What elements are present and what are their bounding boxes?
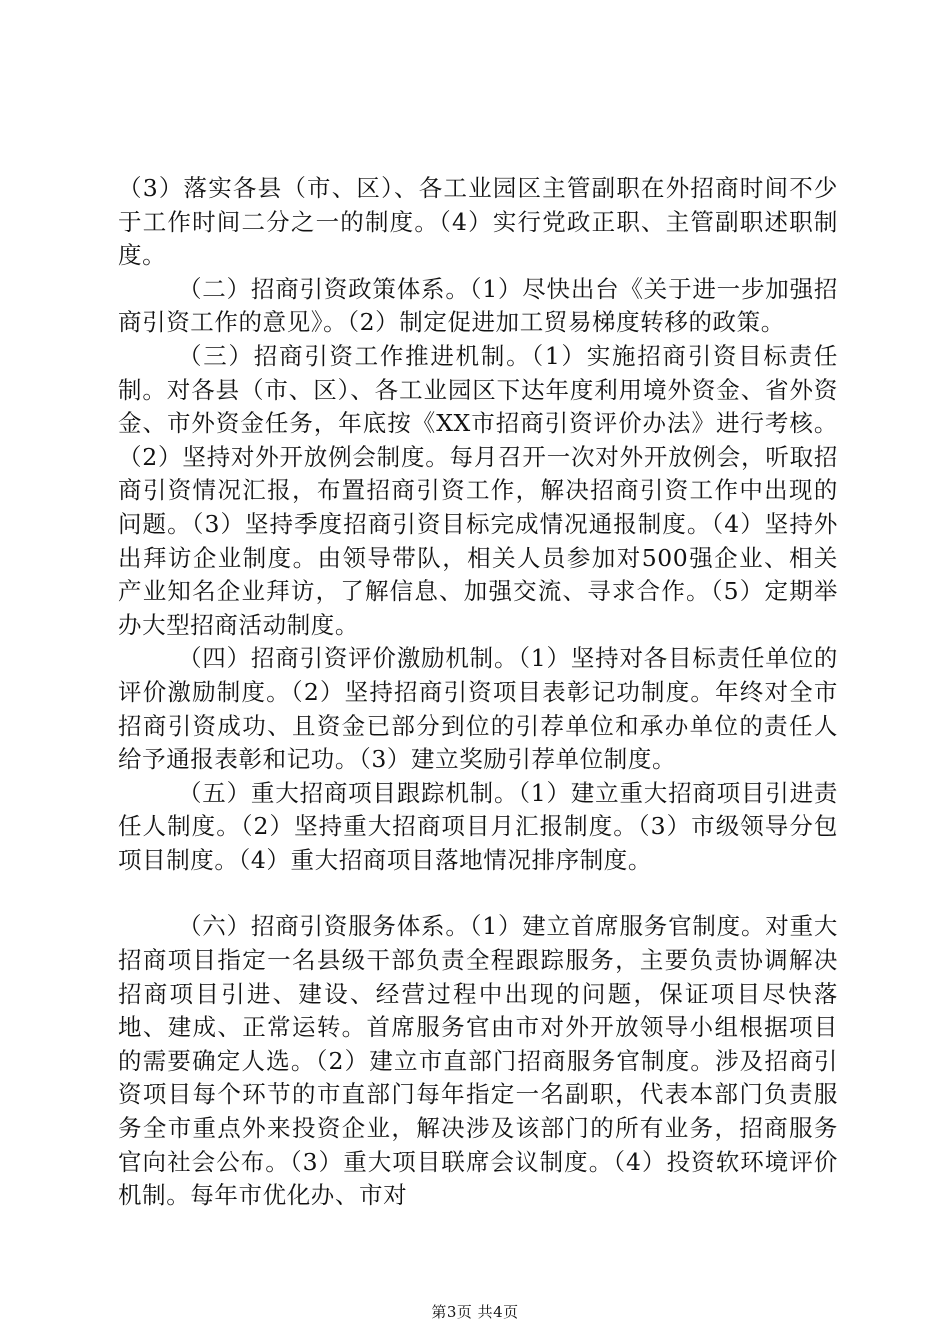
paragraph-project-tracking: （五）重大招商项目跟踪机制。（1）建立重大招商项目引进责任人制度。（2）坚持重大招商项目月汇报制度。（3）市级领导分包项目制度。（4）重大招商项目落地情况排序制度。 (118, 778, 838, 874)
page-number-footer: 第3页 共4页 (431, 1303, 519, 1321)
paragraph-incentive-mechanism: （四）招商引资评价激励机制。（1）坚持对各目标责任单位的评价激励制度。（2）坚持招商引资项目表彰记功制度。年终对全市招商引资成功、且资金已部分到位的引荐单位和承办单位的责任人给予通报表彰和记功。（3）建立奖励引荐单位制度。 (118, 644, 838, 774)
paragraph-work-mechanism: （三）招商引资工作推进机制。（1）实施招商引资目标责任制。对各县（市、区）、各工业园区下达年度利用境外资金、省外资金、市外资金任务，年底按《XX市招商引资评价办法》进行考核。（2）坚持对外开放例会制度。每月召开一次对外开放例会，听取招商引资情况汇报，布置招商引资工作，解决招商引资工作中出现的问题。（3）坚持季度招商引资目标完成情况通报制度。（4）坚持外出拜访企业制度。由领导带队，相关人员参加对500强企业、相关产业知名企业拜访，了解信息、加强交流、寻求合作。（5）定期举办大型招商活动制度。 (118, 341, 838, 639)
document-body (118, 172, 838, 1213)
paragraph-service-system: （六）招商引资服务体系。（1）建立首席服务官制度。对重大招商项目指定一名县级干部负责全程跟踪服务，主要负责协调解决招商项目引进、建设、经营过程中出现的问题，保证项目尽快落地、建成、正常运转。首席服务官由市对外开放领导小组根据项目的需要确定人选。（2）建立市直部门招商服务官制度。涉及招商引资项目每个环节的市直部门每年指定一名副职，代表本部门负责服务全市重点外来投资企业，解决涉及该部门的所有业务，招商服务官向社会公布。（3）重大项目联席会议制度。（4）投资软环境评价机制。每年市优化办、市对 (118, 912, 838, 1210)
paragraph-continuation: （3）落实各县（市、区）、各工业园区主管副职在外招商时间不少于工作时间二分之一的制度。（4）实行党政正职、主管副职述职制度。 (118, 174, 838, 270)
paragraph-policy-system: （二）招商引资政策体系。（1）尽快出台《关于进一步加强招商引资工作的意见》。（2）制定促进加工贸易梯度转移的政策。 (118, 274, 838, 337)
